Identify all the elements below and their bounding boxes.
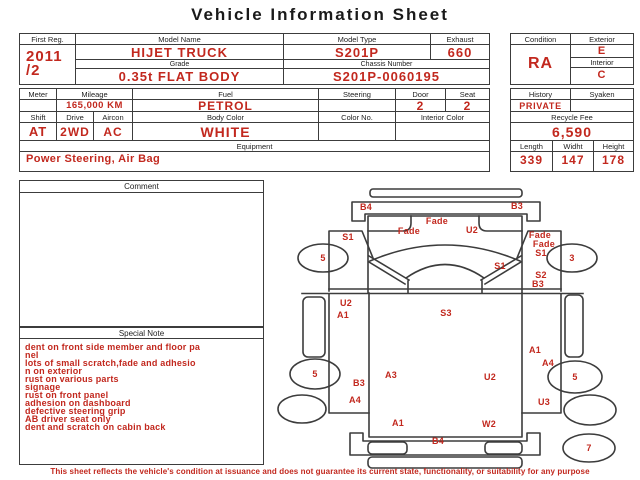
disclaimer-text: This sheet reflects the vehicle's condition at issuance and does not guarantee its current state, functionality, or suitability for any purpose (50, 467, 590, 476)
damage-label: S3 (440, 308, 452, 318)
aircon-label: Aircon (94, 112, 133, 123)
shift-label: Shift (20, 112, 57, 123)
damage-label: A1 (528, 345, 542, 355)
damage-label: B3 (352, 378, 366, 388)
equipment-label: Equipment (20, 141, 489, 152)
comment-header: Comment (20, 181, 263, 193)
special-note-line: n on exterior (25, 366, 83, 376)
cab-outline (368, 216, 522, 293)
pillar-left (369, 256, 409, 293)
first-reg-month: /2 (26, 62, 41, 79)
damage-label: U2 (483, 372, 497, 382)
meter-label: Meter (20, 89, 57, 100)
shift-value: AT (20, 123, 57, 141)
wheel-grade-label: 5 (312, 369, 318, 379)
fuel-value: PETROL (133, 100, 319, 112)
color-no-value (319, 123, 396, 141)
wheel-grade-label: 7 (586, 443, 592, 453)
body-color-label: Body Color (133, 112, 319, 123)
damage-label: A4 (348, 395, 362, 405)
steering-label: Steering (319, 89, 396, 100)
grade-label: Grade (76, 60, 284, 69)
history-label: History (511, 89, 571, 100)
special-note-content (20, 339, 263, 464)
interior-color-label: Interior Color (396, 112, 489, 123)
damage-label: B3 (510, 201, 524, 211)
special-note-line: adhesion on dashboard (25, 398, 131, 408)
rear-light-left (368, 442, 407, 454)
grade-value: 0.35t FLAT BODY (76, 69, 284, 84)
damage-label: U2 (465, 225, 479, 235)
right-gate-rail (565, 295, 583, 357)
damage-label: Fade (397, 226, 421, 236)
special-note-line: defective steering grip (25, 406, 126, 416)
side-rail-area-right (522, 294, 561, 413)
special-note-line: rust on front panel (25, 390, 109, 400)
damage-label: S1 (494, 261, 506, 271)
front-roof-bar (370, 189, 522, 197)
damage-label: U3 (537, 397, 551, 407)
exterior-value: E (571, 45, 633, 58)
special-note-line: lots of small scratch,fade and adhesio (25, 358, 196, 368)
damage-label: S1 (535, 248, 547, 258)
damage-label: Fade (532, 239, 556, 249)
meter-value (20, 100, 57, 112)
length-value: 339 (511, 152, 553, 171)
model-name-value: HIJET TRUCK (76, 45, 284, 60)
mileage-label: Mileage (57, 89, 133, 100)
height-label: Height (594, 141, 633, 152)
comment-box (19, 180, 264, 327)
body-color-value: WHITE (133, 123, 319, 141)
first-reg-year: 2011 (26, 48, 63, 65)
interior-label: Interior (571, 58, 633, 68)
rear-light-right (485, 442, 522, 454)
fuel-label: Fuel (133, 89, 319, 100)
first-reg-label: First Reg. (20, 34, 76, 45)
seat-value: 2 (446, 100, 489, 112)
seat-label: Seat (446, 89, 489, 100)
damage-diagram (270, 185, 640, 475)
model-type-label: Model Type (284, 34, 431, 45)
aircon-value: AC (94, 123, 133, 141)
damage-label: Fade (425, 216, 449, 226)
damage-label: S1 (342, 232, 354, 242)
color-no-label: Color No. (319, 112, 396, 123)
special-note-line: rust on various parts (25, 374, 119, 384)
recycle-fee-label: Recycle Fee (511, 112, 633, 123)
exhaust-value: 660 (431, 45, 489, 60)
special-note-line: AB driver seat only (25, 414, 111, 424)
comment-content (20, 193, 263, 326)
drive-label: Drive (57, 112, 94, 123)
windshield-arc-bottom (406, 265, 484, 279)
damage-label: S2 (535, 270, 547, 280)
damage-label: B4 (359, 202, 373, 212)
length-label: Length (511, 141, 553, 152)
wheel-grade-label: 5 (572, 372, 578, 382)
first-reg-value (20, 45, 76, 84)
height-value: 178 (601, 153, 626, 167)
width-label: Widht (553, 141, 594, 152)
wheel-grade-label: 5 (320, 253, 326, 263)
damage-label: W2 (481, 419, 497, 429)
recycle-fee-value: 6,590 (511, 123, 633, 141)
door-value: 2 (396, 100, 446, 112)
syaken-value (571, 100, 633, 112)
condition-label: Condition (511, 34, 571, 45)
history-table (510, 88, 634, 172)
wheel-circle (564, 395, 616, 425)
model-type-value: S201P (284, 45, 431, 60)
exhaust-label: Exhaust (431, 34, 489, 45)
interior-value: C (597, 69, 607, 81)
wheel-grade-label: 3 (569, 253, 575, 263)
special-note-line: signage (25, 382, 61, 392)
history-value: PRIVATE (511, 100, 571, 112)
model-name-label: Model Name (76, 34, 284, 45)
wheel-circle (278, 395, 326, 423)
door-label: Door (396, 89, 446, 100)
syaken-label: Syaken (571, 89, 633, 100)
special-note-line: dent and scratch on cabin back (25, 422, 166, 432)
windshield-arc-top (370, 245, 520, 261)
steering-value (319, 100, 396, 112)
mileage-value: 165,000 KM (57, 100, 133, 112)
equipment-value: Power Steering, Air Bag (26, 153, 161, 165)
damage-label: A3 (384, 370, 398, 380)
spec-table (19, 88, 490, 172)
condition-value: RA (511, 45, 571, 84)
special-note-header: Special Note (20, 328, 263, 339)
page-title: Vehicle Information Sheet (191, 5, 449, 24)
drive-value: 2WD (57, 123, 94, 141)
exterior-label: Exterior (571, 34, 633, 45)
hood-line-right (479, 216, 522, 231)
damage-label: Fade (528, 230, 552, 240)
special-note-box (19, 327, 264, 465)
damage-label: A1 (336, 310, 350, 320)
chassis-number-value: S201P-0060195 (333, 69, 440, 84)
condition-table (510, 33, 634, 85)
damage-label: A1 (391, 418, 405, 428)
chassis-number-label: Chassis Number (284, 60, 489, 69)
damage-label: A4 (541, 358, 555, 368)
special-note-line: nel (25, 350, 39, 360)
damage-label: U2 (339, 298, 353, 308)
left-gate-rail (303, 297, 325, 357)
damage-label: B4 (431, 436, 445, 446)
damage-label: B3 (531, 279, 545, 289)
interior-color-value (396, 123, 489, 141)
special-note-line: dent on front side member and floor pa (25, 342, 201, 352)
vehicle-id-table (19, 33, 490, 85)
width-value: 147 (553, 152, 594, 171)
